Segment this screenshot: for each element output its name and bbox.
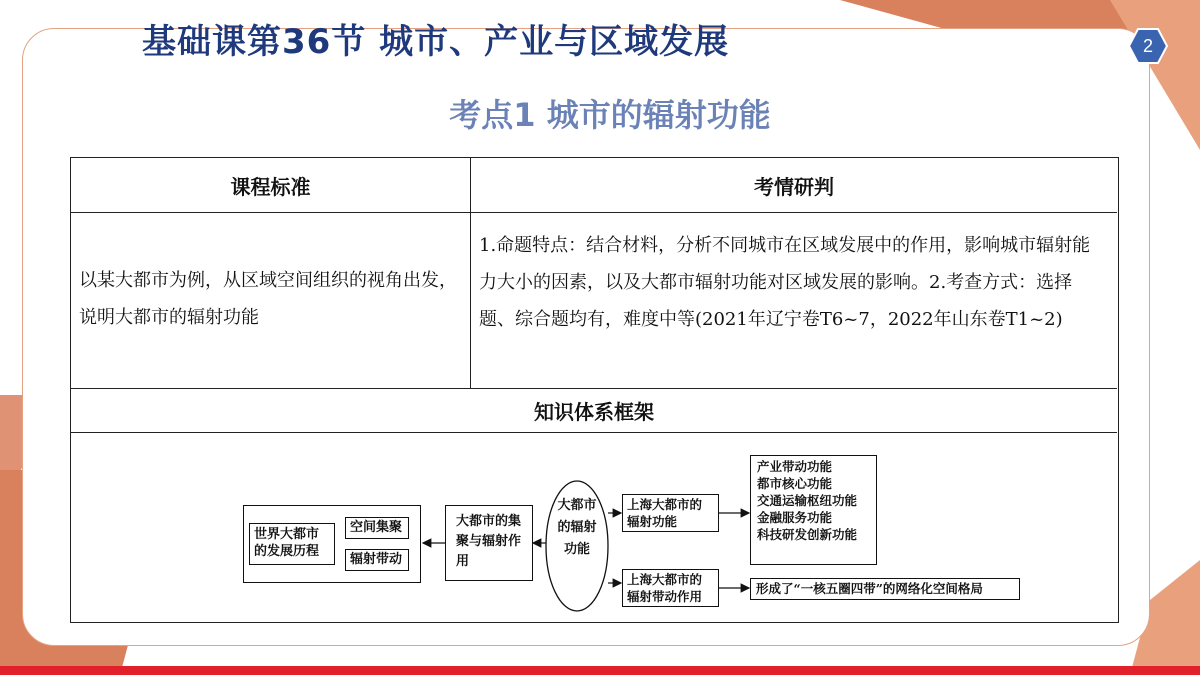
radiation-function-ellipse: 大都市的辐射功能 — [557, 498, 597, 557]
shanghai-radiation-drive-box: 上海大都市的辐射带动作用 — [622, 569, 719, 607]
radiation-drive-box: 辐射带动 — [345, 549, 409, 571]
spatial-agglomeration-box: 空间集聚 — [345, 517, 409, 539]
function-item-transport: 交通运输枢纽功能 — [757, 493, 858, 508]
header-exam-analysis: 考情研判 — [471, 158, 1117, 213]
functions-list-box — [750, 455, 877, 565]
function-item-finance: 金融服务功能 — [757, 510, 833, 525]
knowledge-framework-title: 知识体系框架 — [71, 389, 1117, 433]
function-item-technology: 科技研发创新功能 — [757, 527, 858, 542]
section-subtitle: 考点1 城市的辐射功能 — [449, 96, 771, 134]
knowledge-framework-diagram — [71, 433, 1117, 621]
agglomeration-radiation-box: 大都市的集聚与辐射作用 — [445, 505, 533, 581]
slide-title: 基础课第36节 城市、产业与区域发展 — [142, 22, 730, 62]
page-number: 2 — [1142, 36, 1153, 56]
course-table — [70, 157, 1119, 623]
exam-analysis-text: 1.命题特点：结合材料，分析不同城市在区域发展中的作用，影响城市辐射能力大小的因素，以及大都市辐射功能对区域发展的影响。2.考查方式：选择题、综合题均有，难度中等(2021年辽宁卷T6~7，2022年山东卷T1~2) — [471, 213, 1117, 389]
header-course-standard: 课程标准 — [71, 158, 471, 213]
function-item-core: 都市核心功能 — [757, 476, 833, 491]
shanghai-radiation-function-box: 上海大都市的辐射功能 — [622, 494, 719, 532]
function-item-industry: 产业带动功能 — [757, 459, 833, 474]
network-pattern-box: 形成了“一核五圈四带”的网络化空间格局 — [750, 578, 1020, 600]
world-metropolis-history-box: 世界大都市的发展历程 — [249, 523, 335, 565]
course-standard-text: 以某大都市为例，从区域空间组织的视角出发，说明大都市的辐射功能 — [71, 213, 471, 389]
